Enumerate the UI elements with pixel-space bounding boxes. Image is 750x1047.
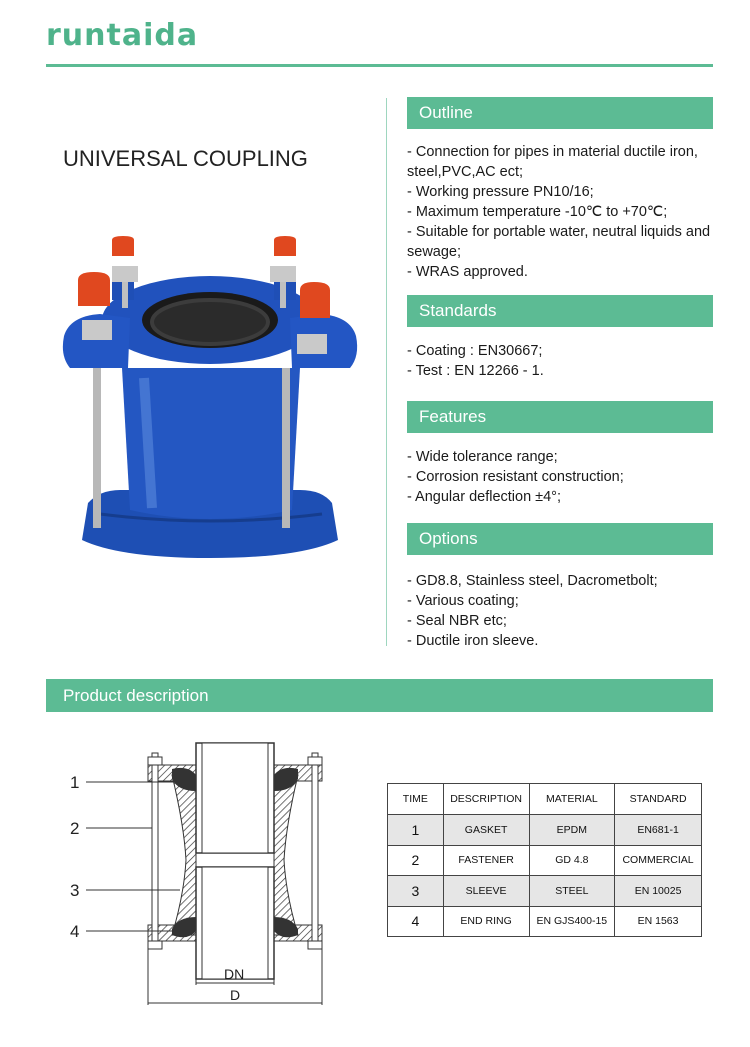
d-label: D <box>230 987 241 1003</box>
dn-label: DN <box>224 966 245 982</box>
table-header: STANDARD <box>615 784 702 815</box>
table-cell: EPDM <box>529 815 615 846</box>
header-divider <box>46 64 713 67</box>
table-cell: FASTENER <box>443 845 529 876</box>
callout-1: 1 <box>70 773 80 792</box>
table-header-row <box>388 784 702 815</box>
table-cell: 3 <box>388 876 444 907</box>
column-divider <box>386 98 387 646</box>
features-heading: Features <box>407 401 713 433</box>
options-item: - Seal NBR etc; <box>407 613 507 629</box>
outline-item: - Maximum temperature -10℃ to +70℃; <box>407 204 668 220</box>
table-header: TIME <box>388 784 444 815</box>
options-list <box>407 571 717 651</box>
outline-item: - Suitable for portable water, neutral liquids and sewage; <box>407 224 711 260</box>
table-cell: END RING <box>443 906 529 937</box>
table-cell: EN 1563 <box>615 906 702 937</box>
table-cell: 1 <box>388 815 444 846</box>
table-cell: EN 10025 <box>615 876 702 907</box>
table-cell: 2 <box>388 845 444 876</box>
table-cell: 4 <box>388 906 444 937</box>
table-cell: COMMERCIAL <box>615 845 702 876</box>
options-item: - GD8.8, Stainless steel, Dacrometbolt; <box>407 573 658 589</box>
options-item: - Various coating; <box>407 593 519 609</box>
options-heading: Options <box>407 523 713 555</box>
callout-3: 3 <box>70 881 80 900</box>
table-cell: EN GJS400-15 <box>529 906 615 937</box>
spec-table <box>387 783 702 937</box>
table-row <box>388 815 702 846</box>
table-row <box>388 876 702 907</box>
coupling-cross-section-diagram <box>60 735 360 1010</box>
table-row <box>388 845 702 876</box>
table-cell: SLEEVE <box>443 876 529 907</box>
brand-logo: runtaida <box>46 18 199 53</box>
features-list <box>407 447 717 507</box>
product-photo <box>60 228 360 588</box>
product-title: UNIVERSAL COUPLING <box>63 146 308 171</box>
table-header: MATERIAL <box>529 784 615 815</box>
callout-2: 2 <box>70 819 80 838</box>
table-row <box>388 906 702 937</box>
outline-item: - WRAS approved. <box>407 264 528 280</box>
product-description-heading: Product description <box>46 679 713 712</box>
options-item: - Ductile iron sleeve. <box>407 633 539 649</box>
table-cell: STEEL <box>529 876 615 907</box>
standards-item: - Coating : EN30667; <box>407 343 543 359</box>
standards-list <box>407 341 717 381</box>
table-cell: GASKET <box>443 815 529 846</box>
outline-list <box>407 142 717 282</box>
features-item: - Corrosion resistant construction; <box>407 469 624 485</box>
table-cell: EN681-1 <box>615 815 702 846</box>
outline-item: - Connection for pipes in material ductile iron, steel,PVC,AC ect; <box>407 144 698 180</box>
standards-heading: Standards <box>407 295 713 327</box>
table-header: DESCRIPTION <box>443 784 529 815</box>
standards-item: - Test : EN 12266 - 1. <box>407 363 544 379</box>
callout-4: 4 <box>70 922 80 941</box>
features-item: - Wide tolerance range; <box>407 449 558 465</box>
table-cell: GD 4.8 <box>529 845 615 876</box>
outline-heading: Outline <box>407 97 713 129</box>
outline-item: - Working pressure PN10/16; <box>407 184 594 200</box>
features-item: - Angular deflection ±4°; <box>407 489 562 505</box>
